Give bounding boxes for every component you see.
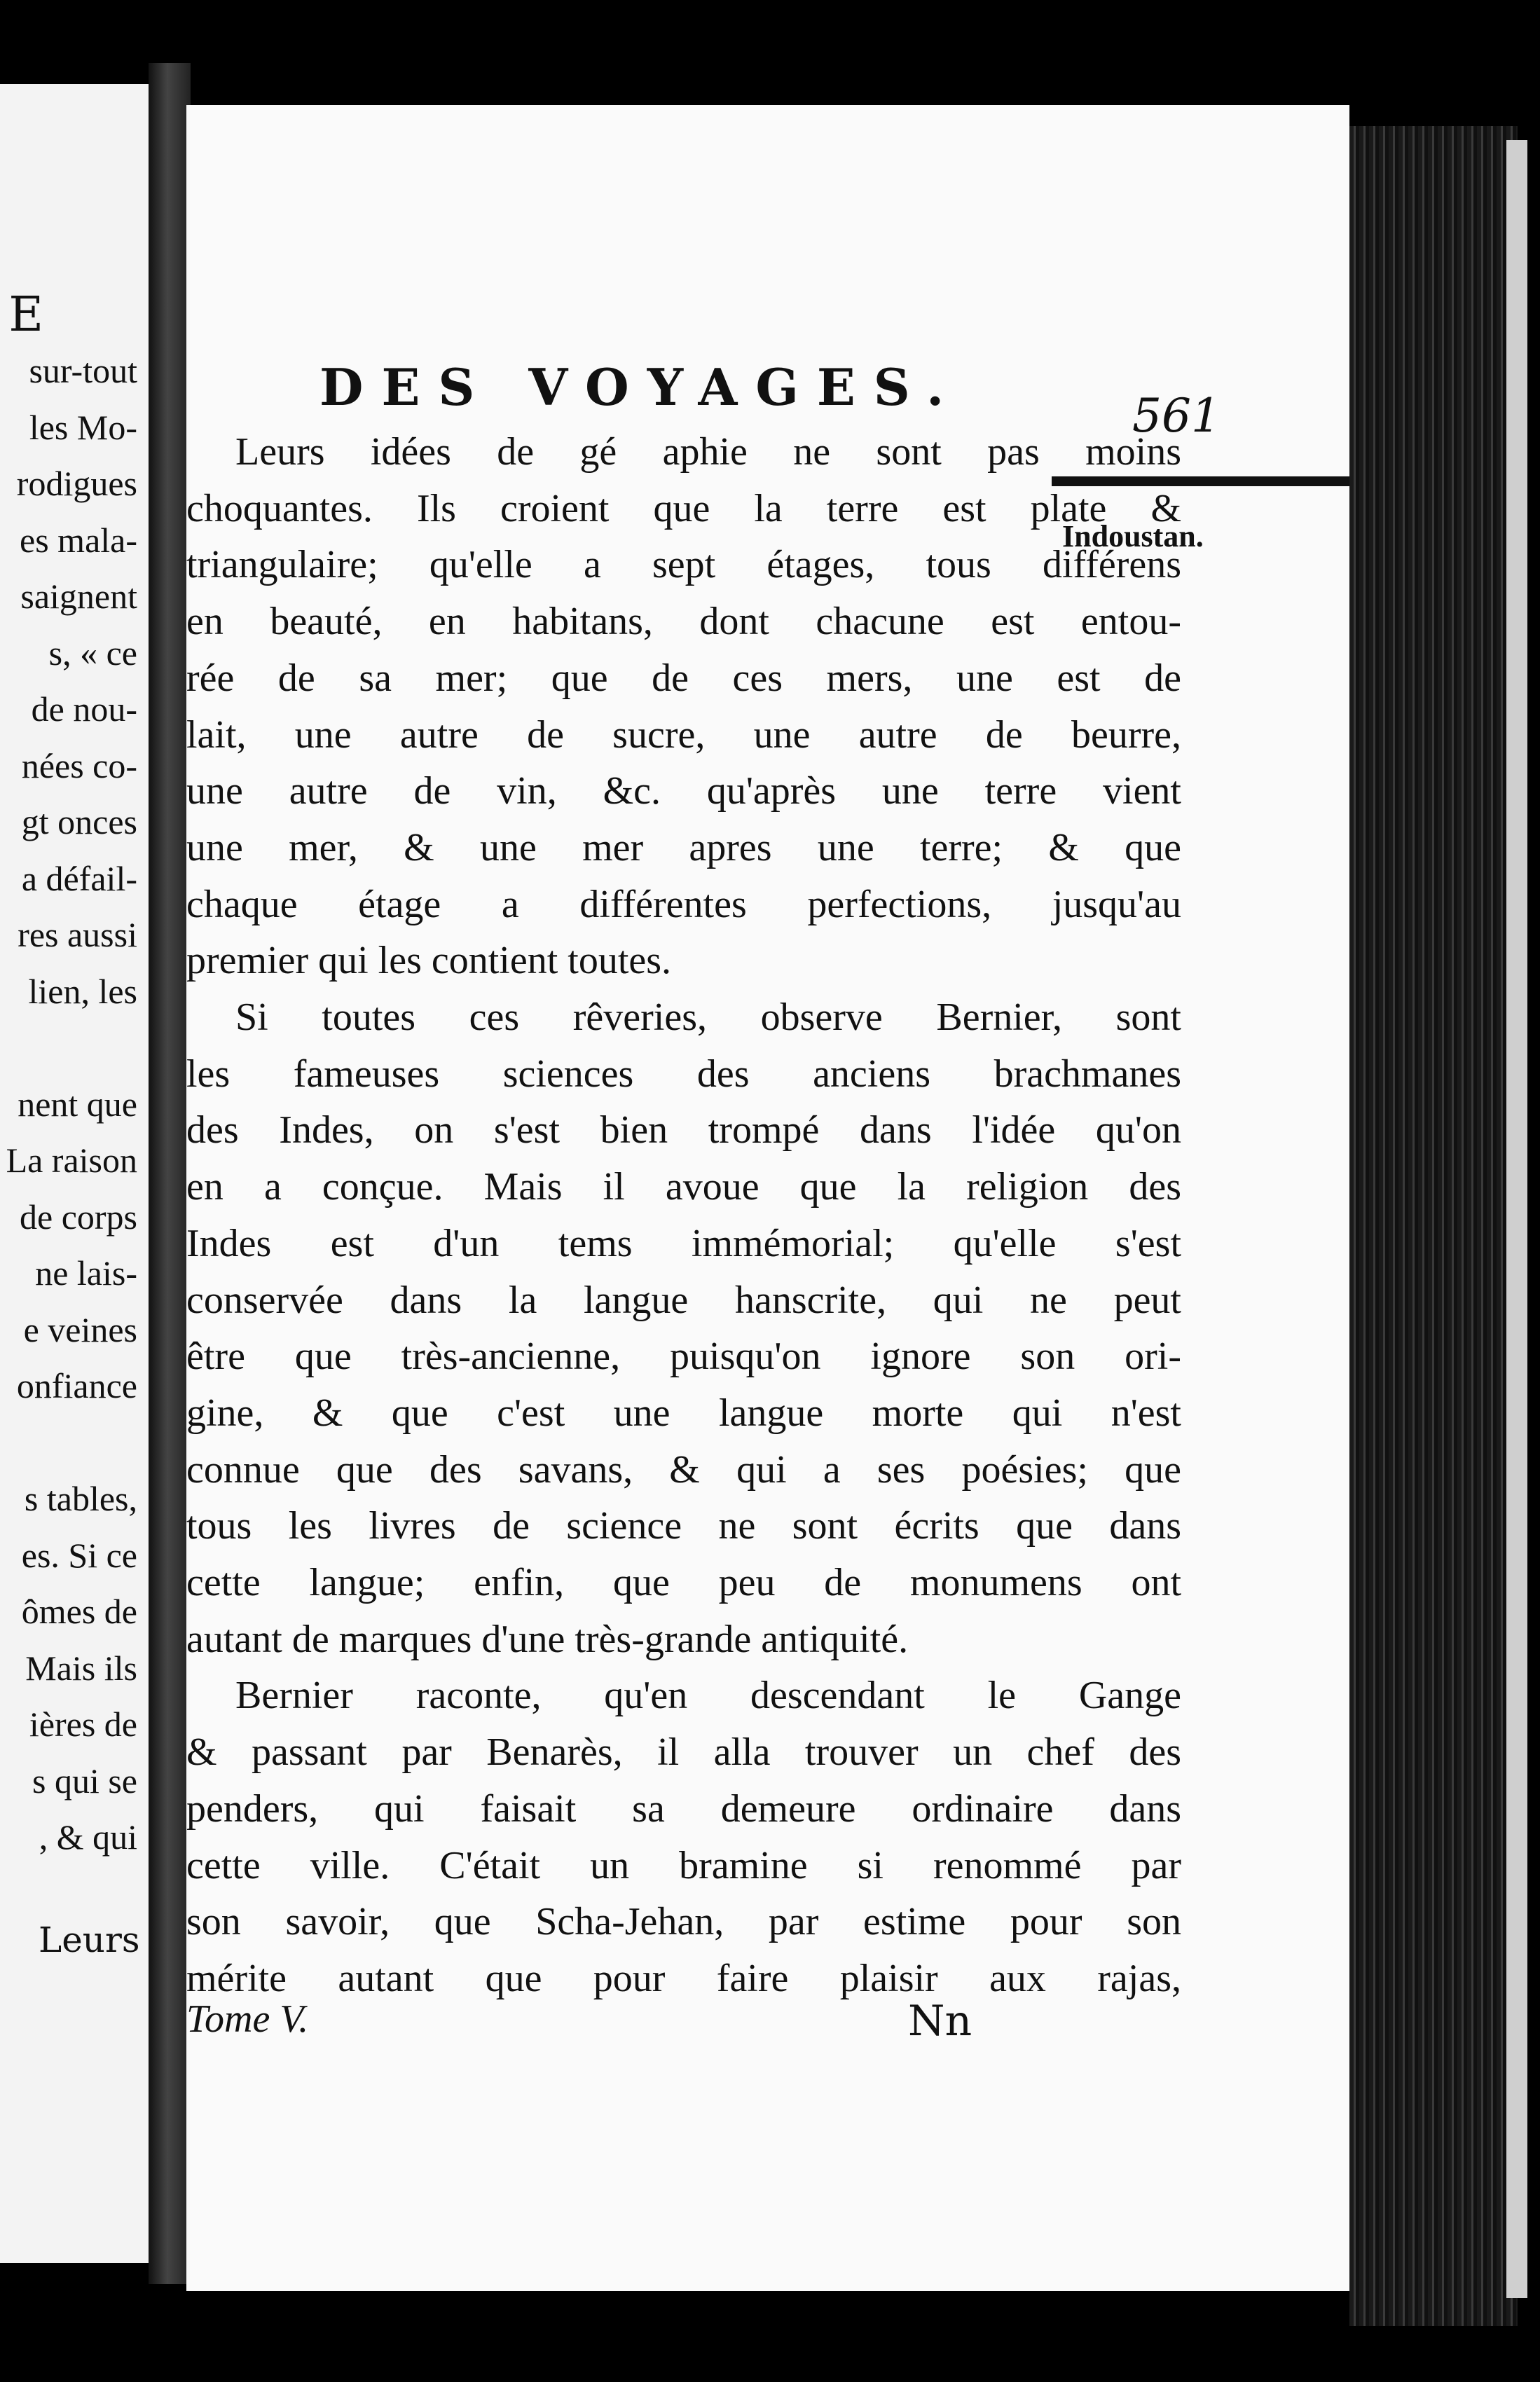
text-line: cette ville. C'était un bramine si renommé par [186,1843,1181,1887]
previous-page-line: ières de [29,1705,137,1744]
previous-page-line: de nou- [31,689,137,729]
text-line: une mer, & une mer apres une terre; & que [186,825,1181,869]
previous-page-line: s tables, [24,1479,137,1518]
previous-page-line: ômes de [21,1592,137,1631]
previous-page-line: e veines [23,1309,137,1349]
previous-page-line: nent que [18,1084,137,1124]
previous-page-line: a défail- [21,858,137,898]
previous-page-line: , & qui [39,1817,137,1857]
text-line: penders, qui faisait sa demeure ordinaire dans [186,1786,1181,1831]
previous-page-line: les Mo- [29,407,137,447]
previous-page-line: s qui se [32,1761,137,1801]
text-line: & passant par Benarès, il alla trouver un chef des [186,1730,1181,1775]
text-line: connue que des savans, & qui a ses poésies; que [186,1447,1181,1492]
text-line: gine, & que c'est une langue morte qui n'est [186,1391,1181,1435]
previous-page-line: nées co- [21,745,137,785]
text-line: Leurs idées de gé aphie ne sont pas moins [235,430,1181,474]
previous-page-line: sur-tout [29,351,137,390]
text-line: en a conçue. Mais il avoue que la religion des [186,1165,1181,1209]
previous-page-line: rodigues [16,464,137,503]
margin-note: Indoustan. [1062,519,1204,553]
text-line: les fameuses sciences des anciens brachmanes [186,1052,1181,1096]
text-line: mérite autant que pour faire plaisir aux rajas, [186,1956,1181,2000]
text-line: autant de marques d'une très-grande antiquité. [186,1617,909,1661]
text-line: son savoir, que Scha-Jehan, par estime pour son [186,1900,1181,1944]
text-line: chaque étage a différentes perfections, jusqu'au [186,882,1181,926]
body-text [186,424,1181,2007]
previous-page-line: de corps [20,1197,137,1237]
text-line: Si toutes ces rêveries, observe Bernier, sont [235,996,1181,1040]
previous-page-heading-letter: E [8,287,43,343]
text-line: tous les livres de science ne sont écrits que dans [186,1504,1181,1548]
text-line: Bernier raconte, qu'en descendant le Gange [235,1674,1181,1718]
previous-page-line: ne lais- [35,1253,137,1293]
text-line: triangulaire; qu'elle a sept étages, tous différens [186,543,1181,587]
page-number: 561 [1132,389,1221,443]
previous-page-line: Mais ils [25,1648,137,1688]
previous-page-line: onfiance [16,1366,137,1405]
text-line: être que très-ancienne, puisqu'on ignore son ori- [186,1335,1181,1379]
text-line: une autre de vin, &c. qu'après une terre vient [186,769,1181,813]
running-head: DES VOYAGES. [319,357,963,417]
text-line: lait, une autre de sucre, une autre de beurre, [186,712,1181,757]
text-line: Indes est d'un tems immémorial; qu'elle s'est [186,1221,1181,1265]
previous-page-line: res aussi [18,915,137,954]
book-gutter [149,63,191,2284]
previous-page-line: La raison [6,1141,137,1180]
previous-page-line: s, « ce [48,633,137,673]
book-page [186,105,1349,2291]
previous-page-fragment [0,84,149,2263]
text-line: des Indes, on s'est bien trompé dans l'idée qu'on [186,1108,1181,1152]
page-edge-highlight [1506,140,1527,2298]
previous-page-line: lien, les [28,971,137,1011]
previous-page-catchword: Leurs [39,1920,140,1960]
book-fore-edge [1349,126,1518,2326]
text-line: premier qui les contient toutes. [186,939,672,983]
volume-mark: Tome V. [186,1997,309,2041]
text-line: choquantes. Ils croient que la terre est plate & [186,486,1181,530]
previous-page-line: saignent [20,577,137,616]
previous-page-line: es mala- [20,520,137,560]
signature-mark: Nn [908,1997,972,2046]
text-line: en beauté, en habitans, dont chacune est entou- [186,600,1181,644]
text-line: cette langue; enfin, que peu de monumens ont [186,1561,1181,1605]
previous-page-line: es. Si ce [21,1535,137,1575]
text-line: conservée dans la langue hanscrite, qui ne peut [186,1278,1181,1322]
text-line: rée de sa mer; que de ces mers, une est de [186,656,1181,700]
previous-page-line: gt onces [21,802,137,841]
